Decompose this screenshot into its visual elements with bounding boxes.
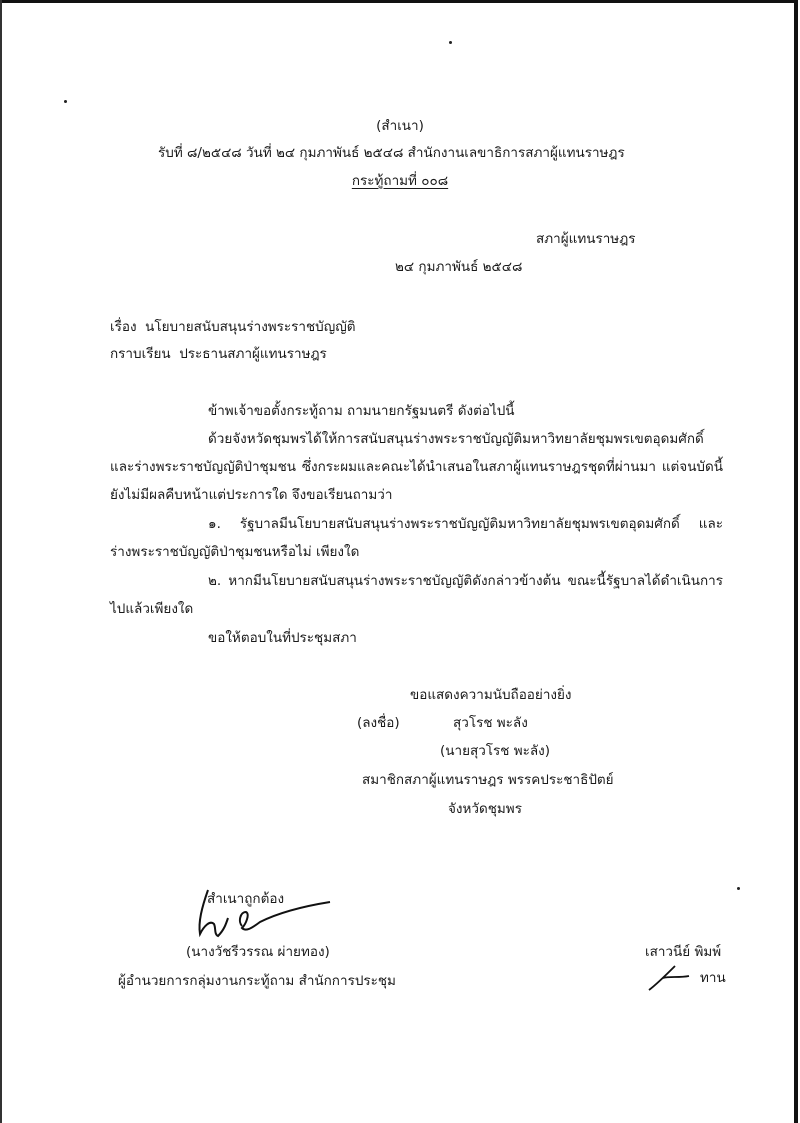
addressee-text: ประธานสภาผู้แทนราษฎร (179, 346, 327, 362)
certified-copy-text: สำเนาถูกต้อง (207, 891, 285, 907)
signer-province: จังหวัดชุมพร (448, 801, 522, 817)
body-intro: ข้าพเจ้าขอตั้งกระทู้ถาม ถามนายกรัฐมนตรี ดังต่อไปนี้ (208, 403, 515, 419)
body-para1-line1: ด้วยจังหวัดชุมพรได้ให้การสนับสนุนร่างพระราชบัญญัติมหาวิทยาลัยชุมพรเขตอุดมศักดิ์ (208, 431, 704, 447)
scan-border-right (794, 0, 798, 1123)
question-number: กระทู้ถามที่ ๐๐๘ (351, 173, 449, 189)
body-para1-line3: ยังไม่มีผลคืบหน้าแต่ประการใด จึงขอเรียนถามว่า (110, 487, 393, 503)
subject-text: นโยบายสนับสนุนร่างพระราชบัญญัติ (145, 319, 356, 335)
letter-date: ๒๔ กุมภาพันธ์ ๒๕๔๘ (395, 259, 523, 275)
signer-position: สมาชิกสภาผู้แทนราษฎร พรรคประชาธิปัตย์ (362, 772, 614, 788)
question-1-line1: ๑. รัฐบาลมีนโยบายสนับสนุนร่างพระราชบัญญัติมหาวิทยาลัยชุมพรเขตอุดมศักดิ์ และ (208, 516, 723, 532)
salutation: ขอแสดงความนับถืออย่างยิ่ง (410, 687, 572, 703)
subject-label: เรื่อง (110, 319, 137, 335)
addressee-line (110, 345, 327, 363)
scan-border-left (0, 0, 2, 1123)
question-2-line2: ไปแล้วเพียงใด (110, 601, 194, 617)
subject-line (110, 318, 356, 336)
scan-speck (737, 887, 740, 890)
addressee-label: กราบเรียน (110, 346, 171, 362)
scan-speck (449, 41, 452, 44)
body-para1-line2: และร่างพระราชบัญญัติป่าชุมชน ซึ่งกระผมและคณะได้นำเสนอในสภาผู้แทนราษฎรชุดที่ผ่านมา แต่จนบัดนี้ (110, 459, 723, 475)
certifier-signature (180, 882, 340, 942)
sign-label: (ลงชื่อ) (357, 715, 400, 731)
checker-label: ทาน (700, 970, 726, 986)
receipt-line: รับที่ ๘/๒๕๔๘ วันที่ ๒๔ กุมภาพันธ์ ๒๕๔๘ สำนักงานเลขาธิการสภาผู้แทนราษฎร (158, 145, 625, 161)
typist-name: เสาวนีย์ พิมพ์ (645, 944, 722, 960)
certifier-name: (นางวัชรีวรรณ ผ่ายทอง) (186, 944, 330, 960)
signer-name: (นายสุวโรช พะลัง) (440, 743, 551, 759)
checker-initials (645, 962, 695, 994)
question-1-line2: ร่างพระราชบัญญัติป่าชุมชนหรือไม่ เพียงใด (110, 544, 360, 560)
certifier-title: ผู้อำนวยการกลุ่มงานกระทู้ถาม สำนักการประชุม (118, 973, 396, 989)
question-2-line1: ๒. หากมีนโยบายสนับสนุนร่างพระราชบัญญัติดังกล่าวข้างต้น ขณะนี้รัฐบาลได้ดำเนินการ (208, 573, 723, 589)
sender-org: สภาผู้แทนราษฎร (536, 231, 636, 247)
copy-mark: (สำเนา) (376, 118, 424, 134)
scan-border-top (0, 0, 794, 3)
scan-speck (64, 100, 67, 103)
signed-name: สุวโรช พะลัง (453, 715, 528, 731)
closing-request: ขอให้ตอบในที่ประชุมสภา (208, 630, 357, 646)
